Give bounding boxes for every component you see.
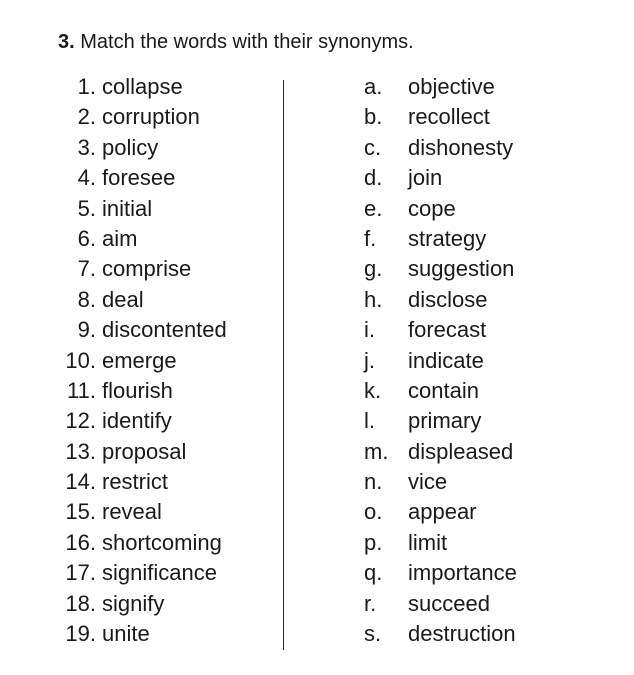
synonym-item: [364, 133, 517, 163]
word-item: [56, 619, 227, 649]
word-item-text: corruption: [102, 104, 200, 130]
synonym-item: [364, 72, 517, 102]
word-item: [56, 254, 227, 284]
synonym-item-marker: j.: [364, 347, 375, 373]
word-item-text: foresee: [102, 165, 176, 191]
synonym-item: [364, 254, 517, 284]
synonym-item-text: limit: [408, 529, 448, 555]
synonym-item-text: contain: [408, 377, 479, 403]
word-item-text: aim: [102, 225, 138, 251]
word-item-marker: 16.: [65, 529, 96, 555]
synonym-item-text: appear: [408, 499, 477, 525]
synonym-item-marker: d.: [364, 165, 383, 191]
word-item-text: unite: [102, 621, 150, 647]
word-item: [56, 133, 227, 163]
word-item-text: shortcoming: [102, 529, 222, 555]
word-item-text: reveal: [102, 499, 162, 525]
word-item-marker: 5.: [77, 195, 96, 221]
word-item-marker: 8.: [77, 286, 96, 312]
word-item-text: policy: [102, 134, 159, 160]
synonym-item-text: primary: [408, 408, 482, 434]
synonym-item-marker: q.: [364, 560, 383, 586]
synonym-item: [364, 619, 517, 649]
synonym-item-marker: s.: [364, 621, 382, 647]
word-item-marker: 11.: [67, 377, 96, 403]
word-item-marker: 15.: [65, 499, 96, 525]
word-item-text: restrict: [102, 469, 168, 495]
word-item-marker: 1.: [77, 74, 96, 99]
word-item-marker: 9.: [77, 317, 96, 343]
synonym-item-text: suggestion: [408, 256, 515, 282]
word-item: [56, 589, 227, 619]
word-item-text: discontented: [102, 317, 227, 343]
synonym-item-text: destruction: [408, 621, 516, 647]
synonym-item-text: strategy: [408, 225, 487, 251]
synonym-item-marker: i.: [364, 317, 375, 343]
synonym-item-marker: c.: [364, 134, 382, 160]
synonym-item: [364, 589, 517, 619]
word-item-marker: 2.: [77, 104, 96, 130]
word-item: [56, 315, 227, 345]
word-item: [56, 72, 227, 102]
synonym-item-text: dishonesty: [408, 134, 514, 160]
synonym-item-text: displeased: [408, 438, 514, 464]
synonym-item-text: join: [408, 165, 443, 191]
synonym-item-marker: a.: [364, 74, 383, 99]
synonym-item: [364, 285, 517, 315]
word-item-marker: 6.: [77, 225, 96, 251]
word-item-marker: 18.: [65, 590, 96, 616]
synonym-item: [364, 437, 517, 467]
synonym-item: [364, 346, 517, 376]
synonym-item-marker: m.: [364, 438, 389, 464]
word-item-marker: 13.: [65, 438, 96, 464]
word-item-text: comprise: [102, 256, 192, 282]
column-divider: [283, 80, 284, 650]
word-item-marker: 17.: [65, 560, 96, 586]
word-item: [56, 406, 227, 436]
exercise-instruction: Match the words with their synonyms.: [80, 31, 414, 53]
word-item: [56, 467, 227, 497]
synonyms-list: [364, 72, 517, 649]
synonym-item: [364, 376, 517, 406]
word-item-text: collapse: [102, 74, 183, 99]
word-item-marker: 14.: [65, 469, 96, 495]
words-list: [56, 72, 227, 649]
word-item-text: identify: [102, 408, 172, 434]
synonym-item-text: vice: [408, 469, 448, 495]
synonym-item-text: importance: [408, 560, 517, 586]
synonym-item-marker: n.: [364, 469, 383, 495]
synonym-item: [364, 497, 517, 527]
synonym-item: [364, 102, 517, 132]
word-item-marker: 3.: [77, 134, 96, 160]
word-item: [56, 285, 227, 315]
exercise-heading: [58, 30, 414, 54]
word-item: [56, 224, 227, 254]
synonym-item-text: disclose: [408, 286, 488, 312]
word-item-marker: 19.: [65, 621, 96, 647]
word-item: [56, 558, 227, 588]
synonym-item: [364, 224, 517, 254]
synonym-item-text: forecast: [408, 317, 487, 343]
synonym-item-marker: g.: [364, 256, 383, 282]
word-item-marker: 7.: [77, 256, 96, 282]
synonym-item-text: succeed: [408, 590, 490, 616]
synonym-item-marker: p.: [364, 529, 383, 555]
synonym-item-text: objective: [408, 74, 495, 99]
word-item: [56, 376, 227, 406]
synonym-item-marker: e.: [364, 195, 383, 221]
synonym-item: [364, 558, 517, 588]
synonym-item: [364, 528, 517, 558]
word-item-text: initial: [102, 195, 153, 221]
synonym-item-marker: o.: [364, 499, 383, 525]
synonym-item-text: cope: [408, 195, 456, 221]
word-item: [56, 346, 227, 376]
synonym-item-marker: l.: [364, 408, 375, 434]
synonym-item-marker: f.: [364, 225, 377, 251]
word-item: [56, 437, 227, 467]
word-item-text: flourish: [102, 377, 173, 403]
word-item: [56, 163, 227, 193]
synonym-item-marker: k.: [364, 377, 382, 403]
word-item-text: signify: [102, 590, 165, 616]
word-item: [56, 194, 227, 224]
word-item: [56, 497, 227, 527]
word-item-text: emerge: [102, 347, 177, 373]
synonym-item: [364, 315, 517, 345]
synonym-item: [364, 194, 517, 224]
word-item: [56, 102, 227, 132]
synonym-item-marker: b.: [364, 104, 383, 130]
word-item-marker: 4.: [77, 165, 96, 191]
word-item-text: significance: [102, 560, 217, 586]
exercise-number: 3.: [58, 31, 75, 53]
synonym-item-text: recollect: [408, 104, 490, 130]
word-item-text: deal: [102, 286, 144, 312]
synonym-item: [364, 406, 517, 436]
synonym-item-text: indicate: [408, 347, 484, 373]
word-item: [56, 528, 227, 558]
synonym-item-marker: r.: [364, 590, 377, 616]
synonym-item: [364, 467, 517, 497]
synonym-item: [364, 163, 517, 193]
synonym-item-marker: h.: [364, 286, 383, 312]
word-item-text: proposal: [102, 438, 187, 464]
word-item-marker: 10.: [65, 347, 96, 373]
word-item-marker: 12.: [65, 408, 96, 434]
